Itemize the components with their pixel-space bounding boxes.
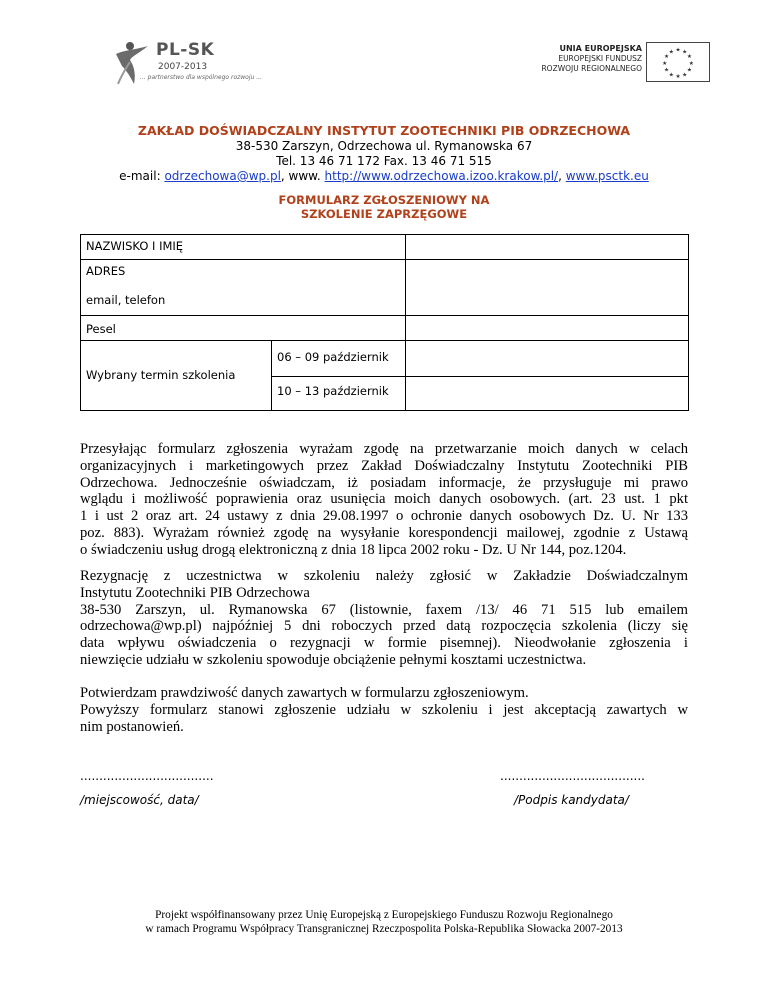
pl-sk-years: 2007-2013 [158,62,208,72]
svg-text:★: ★ [662,60,668,67]
pesel-input[interactable] [406,316,688,340]
eu-logo-line1: UNIA EUROPEJSKA [559,44,642,53]
address-label: ADRES [86,264,126,278]
institute-name: ZAKŁAD DOŚWIADCZALNY INSTYTUT ZOOTECHNIKI PIB ODRZECHOWA [137,123,631,138]
consent-line: poz. 883). Wyrażam również zgodę na wysyłanie korespondencji mailowej, zgodnie z Ustawą [80,524,688,541]
form-title-line1: FORMULARZ ZGŁOSZENIOWY NA [278,193,490,207]
eu-logo [526,42,710,84]
svg-text:★: ★ [668,72,674,79]
form-title-line2: SZKOLENIE ZAPRZĘGOWE [300,207,468,221]
confirmation-line: Potwierdzam prawdziwość danych zawartych w formularzu zgłoszeniowym. [80,685,529,701]
footer-line2: w ramach Programu Współpracy Transgranicznej Rzeczpospolita Polska-Republika Słowacka 2007-2013 [145,923,623,935]
consent-line: Przesyłając formularz zgłoszenia wyrażam zgodę na przetwarzanie moich danych w celach [80,441,688,457]
confirmation-paragraph [80,685,688,735]
cancellation-line: niewzięcie udziału w szkoleniu spowoduje obciążenie pełnymi kosztami uczestnictwa. [80,651,587,668]
eu-logo-text [541,44,642,74]
consent-line: organizacyjnych i marketingowych przez Zakład Doświadczalny Instytutu Zootechniki PIB [80,457,688,474]
pl-sk-tagline: ... partnerstwo dla wspólnego rozwoju ... [140,74,262,81]
svg-text:★: ★ [688,60,694,67]
www-prefix: , www. [280,169,325,183]
svg-text:★: ★ [686,67,692,74]
svg-text:★: ★ [682,72,688,79]
signature-field[interactable]: ...................................... [500,769,645,783]
registration-form-table [80,234,689,411]
svg-text:★: ★ [668,49,674,56]
cancellation-line: Rezygnację z uczestnictwa w szkoleniu należy zgłosić w Zakładzie Doświadczalnym [80,568,688,584]
svg-text:★: ★ [686,54,692,61]
place-date-label: /miejscowość, data/ [80,793,199,807]
email-link[interactable]: odrzechowa@wp.pl [164,169,281,183]
eu-logo-line2: EUROPEJSKI FUNDUSZ [558,54,642,63]
contact-label: email, telefon [86,293,166,307]
consent-line: o świadczeniu usług drogą elektroniczną z dnia 18 lipca 2002 roku - Dz. U Nr 144, poz.1204. [80,541,627,558]
cancellation-line: data wpływu oświadczenia o rezygnacji w formie pisemnej). Nieodwołanie zgłoszenia i [80,635,688,652]
confirmation-line: nim postanowień. [80,718,184,735]
pl-sk-name: PL-SK [156,40,215,60]
pesel-label: Pesel [86,322,116,336]
institute-address: 38-530 Zarszyn, Odrzechowa ul. Rymanowska 67 [235,139,533,153]
cancellation-line: Instytutu Zootechniki PIB Odrzechowa [80,584,310,601]
consent-line: 1 i ust 2 oraz art. 24 ustawy z dnia 29.08.1997 o ochronie danych osobowych Dz. U. Nr 133 [80,508,688,525]
website-link-izoo[interactable]: http://www.odrzechowa.izoo.krakow.pl/ [324,169,559,183]
svg-text:★: ★ [675,47,681,54]
eu-logo-line3: ROZWOJU REGIONALNEGO [541,64,642,73]
svg-text:★: ★ [664,54,670,61]
address-contact-input[interactable] [406,260,688,315]
svg-text:★: ★ [675,74,681,81]
consent-line: Odrzechowa. Jednocześnie oświadczam, iż posiadam informacje, że przysługuje mi prawo [80,474,688,491]
confirmation-line: Powyższy formularz stanowi zgłoszenie udziału w szkoleniu i jest akceptacją zawartych w [80,701,688,718]
eu-flag-icon [646,42,710,82]
term-option-2: 10 – 13 październik [277,384,389,398]
name-label: NAZWISKO I IMIĘ [86,239,184,253]
place-date-field[interactable]: ................................... [80,769,214,783]
institute-phone: Tel. 13 46 71 172 Fax. 13 46 71 515 [276,154,492,168]
name-input[interactable] [406,235,688,259]
term-option-2-input[interactable] [406,377,688,410]
term-option-1-input[interactable] [406,341,688,376]
pl-sk-logo [112,40,302,86]
signature-label: /Podpis kandydata/ [514,793,629,807]
consent-line: wglądu i możliwość poprawienia oraz usunięcia moich danych osobowych. (art. 23 ust. 1 pkt [80,491,688,508]
svg-text:★: ★ [664,67,670,74]
cancellation-paragraph [80,568,688,669]
consent-paragraph [80,441,688,559]
svg-text:★: ★ [682,49,688,56]
link-separator: , [558,169,566,183]
website-link-psctk[interactable]: www.psctk.eu [565,169,649,183]
term-option-1: 06 – 09 październik [277,350,389,364]
email-prefix: e-mail: [119,169,165,183]
institute-contact-line [0,169,768,184]
cancellation-line: 38-530 Zarszyn, ul. Rymanowska 67 (listownie, faxem /13/ 46 71 515 lub emailem [80,601,688,618]
cancellation-line: odrzechowa@wp.pl) najpóźniej 5 dni roboczych przed datą rozpoczęcia szkolenia (liczy się [80,618,688,635]
term-label: Wybrany termin szkolenia [86,368,236,382]
footer-line1: Projekt współfinansowany przez Unię Europejską z Europejskiego Funduszu Rozwoju Regionalnego [155,909,613,921]
